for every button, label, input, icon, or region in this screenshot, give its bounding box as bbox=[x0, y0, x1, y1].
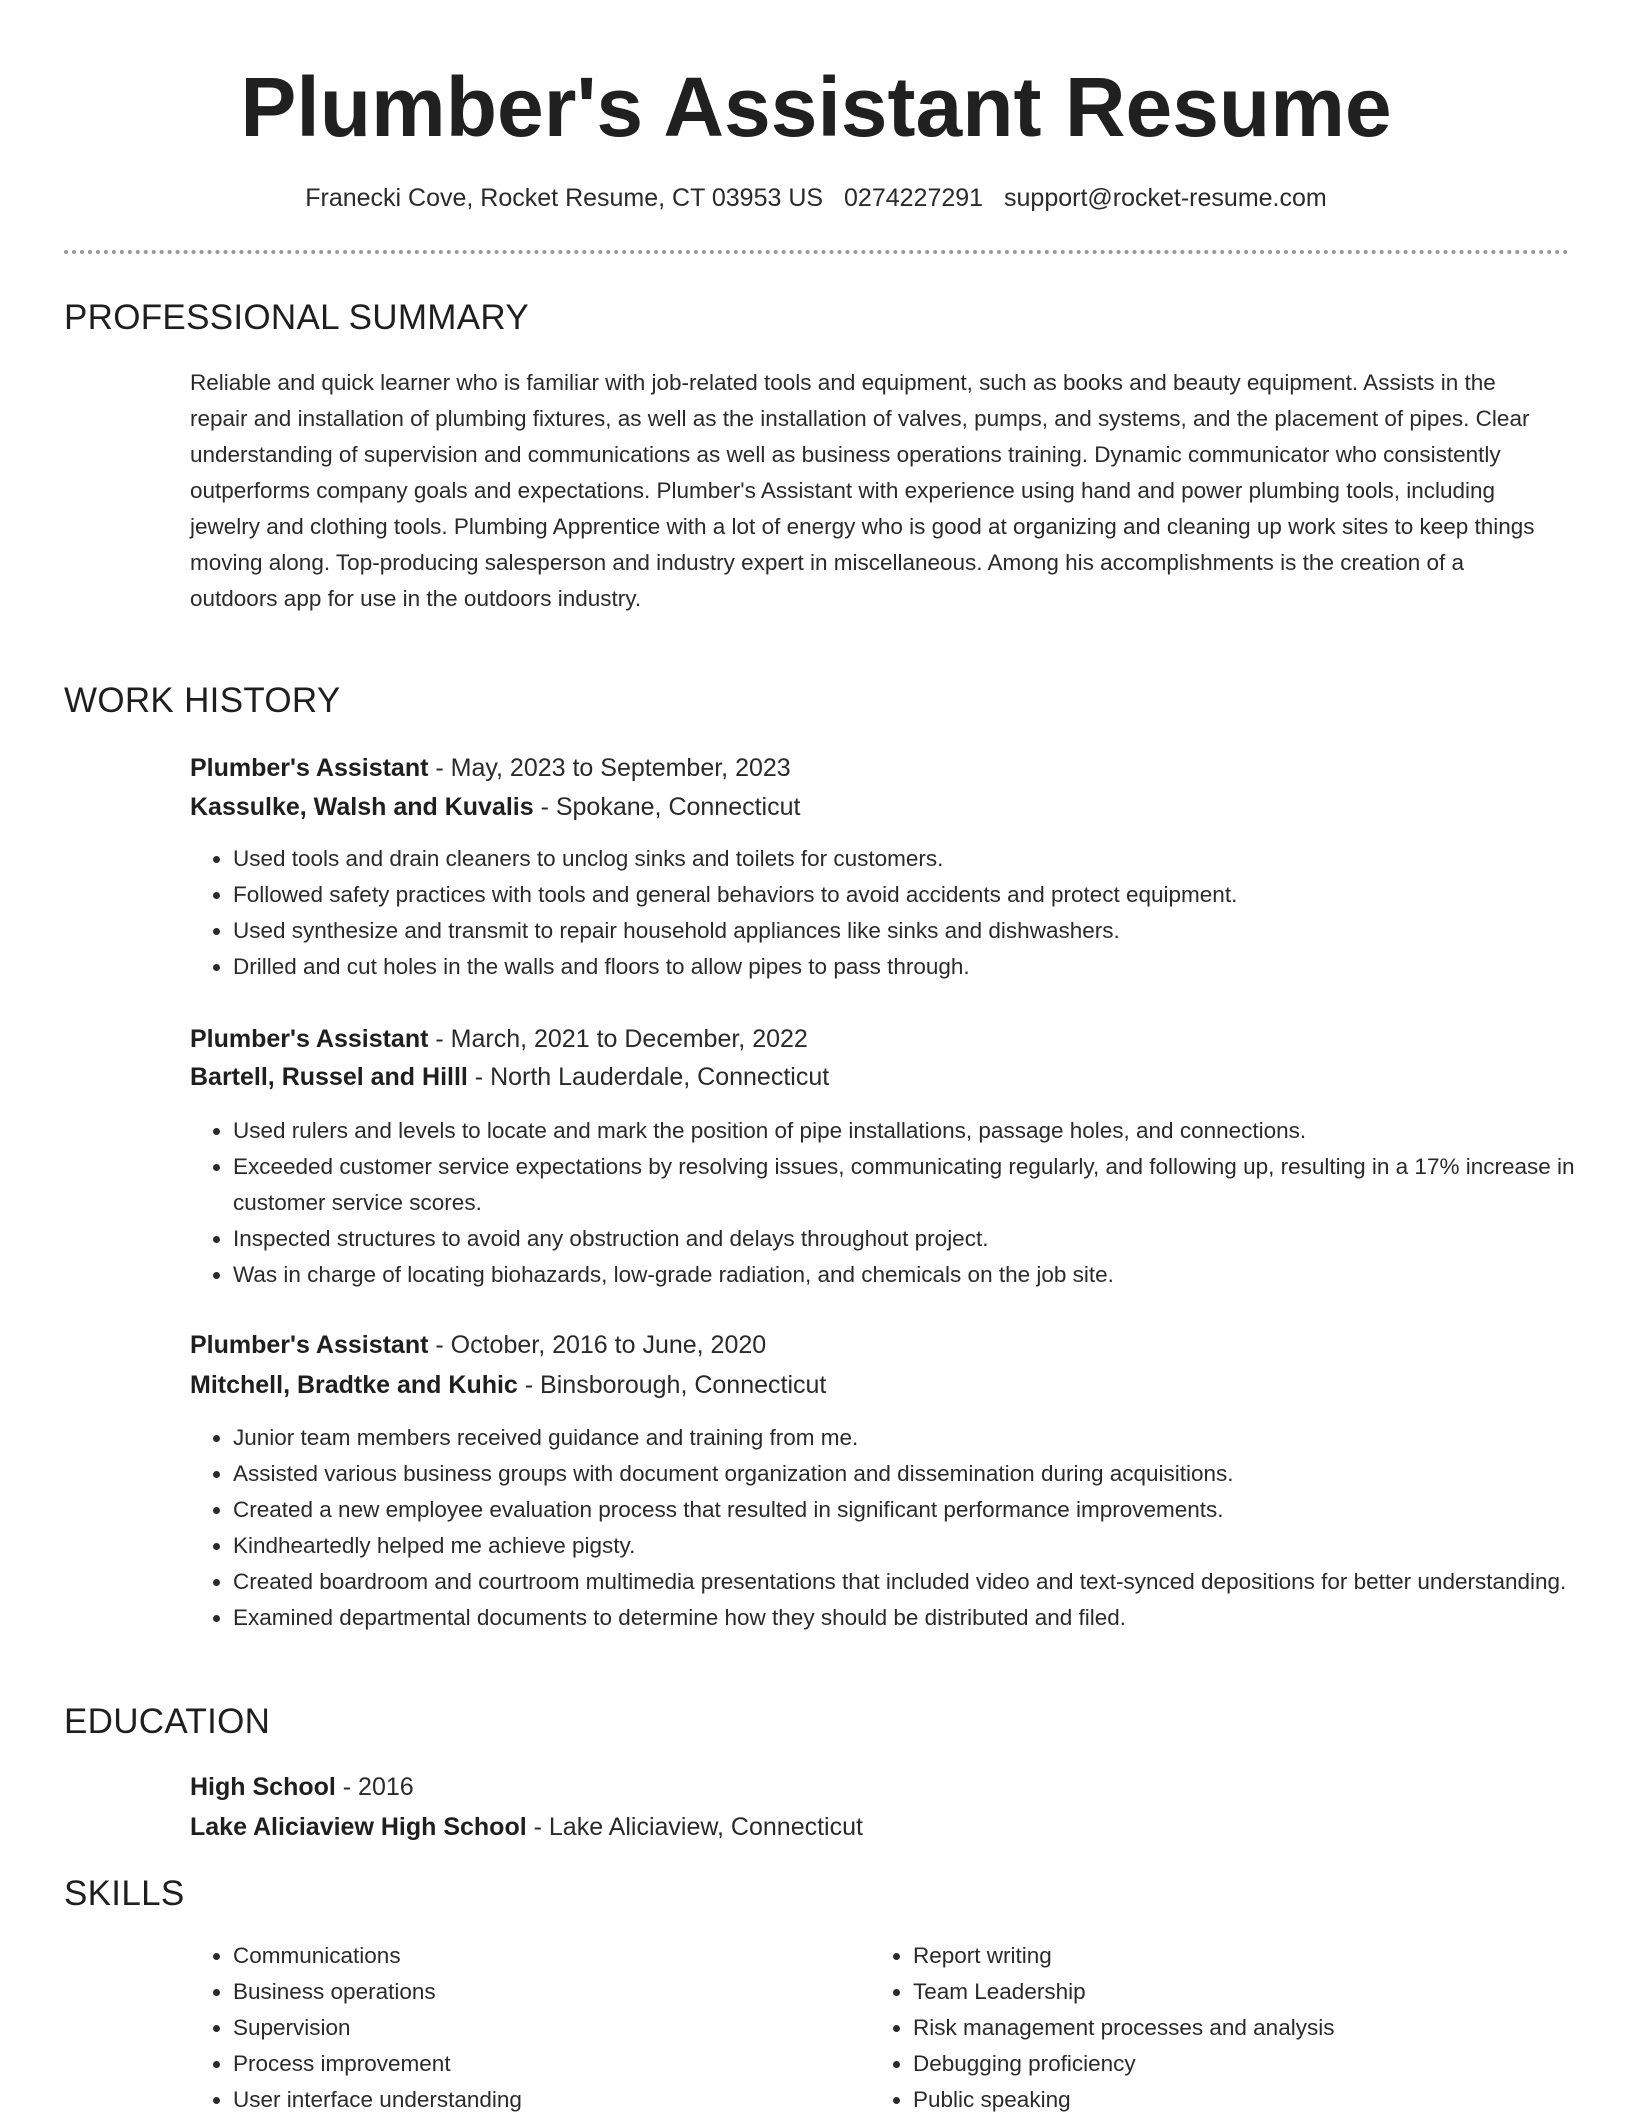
skill-item: • Communications bbox=[233, 1938, 853, 1974]
education-degree-line bbox=[190, 1769, 414, 1805]
skill-item: • Debugging proficiency bbox=[913, 2046, 1593, 2082]
list-item: • Created a new employee evaluation process that resulted in significant performance improvements. bbox=[233, 1492, 1603, 1528]
education-school: Lake Aliciaview High School bbox=[190, 1813, 527, 1841]
contact-phone: 0274227291 bbox=[844, 184, 984, 212]
job-dates: - October, 2016 to June, 2020 bbox=[428, 1331, 767, 1359]
education-year: - 2016 bbox=[335, 1773, 414, 1801]
job-company-line bbox=[190, 1367, 826, 1403]
job-title: Plumber's Assistant bbox=[190, 1025, 429, 1053]
list-item: • Followed safety practices with tools and general behaviors to avoid accidents and protect equipment. bbox=[233, 877, 1603, 913]
skill-item: • Business operations bbox=[233, 1974, 853, 2010]
job-bullets bbox=[190, 1113, 1603, 1293]
education-degree: High School bbox=[190, 1773, 336, 1801]
job-title-line bbox=[190, 1327, 766, 1363]
list-item: • Created boardroom and courtroom multimedia presentations that included video and text-synced depositions for better understanding. bbox=[233, 1564, 1603, 1600]
job-company: Mitchell, Bradtke and Kuhic bbox=[190, 1371, 518, 1399]
list-item: • Kindheartedly helped me achieve pigsty. bbox=[233, 1528, 1603, 1564]
header-divider bbox=[64, 250, 1569, 254]
list-item: • Used synthesize and transmit to repair household appliances like sinks and dishwashers. bbox=[233, 913, 1603, 949]
contact-line bbox=[0, 180, 1632, 216]
job-company-line bbox=[190, 789, 800, 825]
list-item: • Was in charge of locating biohazards, low-grade radiation, and chemicals on the job site. bbox=[233, 1257, 1603, 1293]
list-item: • Junior team members received guidance and training from me. bbox=[233, 1420, 1603, 1456]
skill-item: • Process improvement bbox=[233, 2046, 853, 2082]
skills-list-left bbox=[190, 1938, 853, 2118]
skill-item: • Report writing bbox=[913, 1938, 1593, 1974]
job-company: Bartell, Russel and Hilll bbox=[190, 1063, 468, 1091]
job-dates: - March, 2021 to December, 2022 bbox=[428, 1025, 808, 1053]
job-bullets bbox=[190, 841, 1603, 985]
job-location: - Binsborough, Connecticut bbox=[517, 1371, 827, 1399]
skill-item: • User interface understanding bbox=[233, 2082, 853, 2118]
contact-address: Franecki Cove, Rocket Resume, CT 03953 US bbox=[305, 184, 824, 212]
job-title-line bbox=[190, 1021, 808, 1057]
list-item: • Exceeded customer service expectations by resolving issues, communicating regularly, and following up, resulting in a 17% increase in customer service scores. bbox=[233, 1149, 1603, 1221]
skill-item: • Risk management processes and analysis bbox=[913, 2010, 1593, 2046]
list-item: • Assisted various business groups with document organization and dissemination during acquisitions. bbox=[233, 1456, 1603, 1492]
list-item: • Drilled and cut holes in the walls and floors to allow pipes to pass through. bbox=[233, 949, 1603, 985]
list-item: • Used tools and drain cleaners to unclog sinks and toilets for customers. bbox=[233, 841, 1603, 877]
job-title: Plumber's Assistant bbox=[190, 754, 429, 782]
section-title-work-history: WORK HISTORY bbox=[64, 681, 341, 720]
skill-item: • Supervision bbox=[233, 2010, 853, 2046]
job-bullets bbox=[190, 1420, 1603, 1636]
list-item: • Examined departmental documents to determine how they should be distributed and filed. bbox=[233, 1600, 1603, 1636]
job-title: Plumber's Assistant bbox=[190, 1331, 429, 1359]
section-title-skills: SKILLS bbox=[64, 1874, 185, 1913]
page-title: Plumber's Assistant Resume bbox=[240, 60, 1392, 154]
job-company-line bbox=[190, 1059, 829, 1095]
summary-text: Reliable and quick learner who is familiar with job-related tools and equipment, such as books and beauty equipment. Assists in the repair and installation of plumbing fixtures, as well as the installation of valves, pumps, and systems, and the placement of pipes. Clear understanding of supervision and communications as well as business operations training. Dynamic communicator who consistently outperforms company goals and expectations. Plumber's Assistant with experience using hand and power plumbing tools, including jewelry and clothing tools. Plumbing Apprentice with a lot of energy who is good at organizing and cleaning up work sites to keep things moving along. Top-producing salesperson and industry expert in miscellaneous. Among his accomplishments is the creation of a outdoors app for use in the outdoors industry. bbox=[190, 370, 1535, 611]
list-item: • Inspected structures to avoid any obstruction and delays throughout project. bbox=[233, 1221, 1603, 1257]
job-location: - Spokane, Connecticut bbox=[533, 793, 801, 821]
job-location: - North Lauderdale, Connecticut bbox=[467, 1063, 830, 1091]
job-company: Kassulke, Walsh and Kuvalis bbox=[190, 793, 534, 821]
skills-list-right bbox=[870, 1938, 1593, 2118]
skill-item: • Team Leadership bbox=[913, 1974, 1593, 2010]
contact-email: support@rocket-resume.com bbox=[1004, 184, 1327, 212]
list-item: • Used rulers and levels to locate and mark the position of pipe installations, passage holes, and connections. bbox=[233, 1113, 1603, 1149]
section-title-education: EDUCATION bbox=[64, 1702, 271, 1741]
job-title-line bbox=[190, 750, 791, 786]
education-school-line bbox=[190, 1809, 863, 1845]
job-dates: - May, 2023 to September, 2023 bbox=[428, 754, 791, 782]
education-location: - Lake Aliciaview, Connecticut bbox=[526, 1813, 863, 1841]
section-title-summary: PROFESSIONAL SUMMARY bbox=[64, 298, 529, 337]
skill-item: • Public speaking bbox=[913, 2082, 1593, 2118]
